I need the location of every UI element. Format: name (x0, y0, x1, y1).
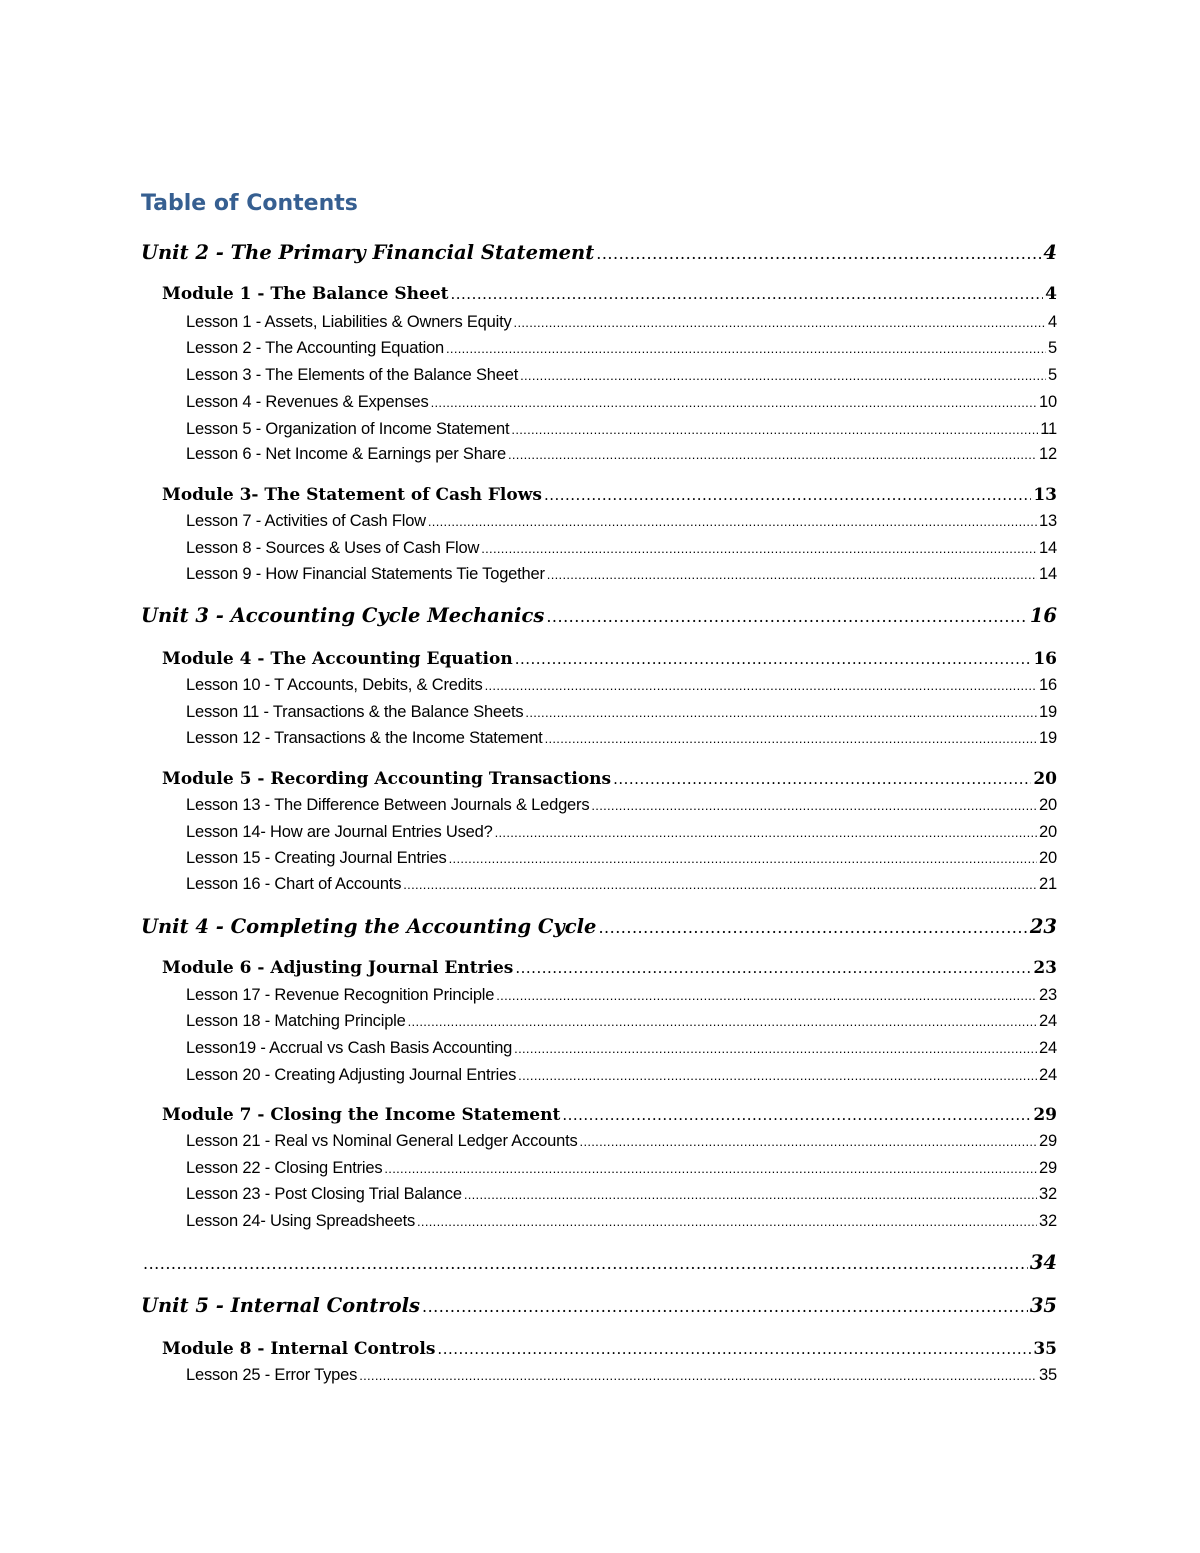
toc-entry-label: Module 4 - The Accounting Equation (162, 649, 513, 669)
toc-entry-page-number: 4 (1048, 313, 1057, 331)
dot-leader (520, 368, 1046, 383)
toc-entry-page-number: 21 (1039, 875, 1057, 893)
toc-entry-label: Lesson 2 - The Accounting Equation (186, 339, 444, 357)
toc-entry-lesson[interactable] (186, 1132, 1057, 1151)
dot-leader (408, 1014, 1037, 1029)
toc-entry-page-number: 20 (1039, 796, 1057, 814)
toc-entry-lesson[interactable] (186, 1366, 1057, 1385)
dot-leader (546, 607, 1028, 626)
toc-entry-lesson[interactable] (186, 1212, 1057, 1231)
toc-entry-page-number: 29 (1033, 1105, 1057, 1125)
dot-leader (591, 798, 1037, 813)
toc-entry-label: Lesson 16 - Chart of Accounts (186, 875, 402, 893)
dot-leader (449, 851, 1037, 866)
toc-entry-page-number: 23 (1029, 915, 1057, 938)
toc-entry-lesson[interactable] (186, 703, 1057, 722)
toc-entry-label: Unit 3 - Accounting Cycle Mechanics (141, 604, 545, 627)
toc-entry-label: Lesson 7 - Activities of Cash Flow (186, 512, 426, 530)
toc-entry-page-number: 5 (1048, 339, 1057, 357)
toc-entry-label: Lesson 13 - The Difference Between Journals & Ledgers (186, 796, 590, 814)
toc-entry-page-number: 4 (1043, 241, 1057, 264)
dot-leader (562, 1106, 1031, 1124)
dot-leader (437, 1340, 1031, 1358)
dot-leader (359, 1368, 1037, 1383)
toc-entry-page-number: 4 (1045, 284, 1057, 304)
toc-entry-page-number: 14 (1039, 565, 1057, 583)
toc-entry-page-number: 10 (1039, 393, 1057, 411)
toc-entry-page-number: 20 (1033, 769, 1057, 789)
toc-entry-unit[interactable] (141, 604, 1057, 627)
dot-leader (451, 285, 1044, 303)
toc-entry-label: Lesson 20 - Creating Adjusting Journal Entries (186, 1066, 517, 1084)
toc-entry-module[interactable] (162, 649, 1057, 669)
toc-entry-label: Lesson 1 - Assets, Liabilities & Owners Equity (186, 313, 512, 331)
toc-entry-label: Lesson 12 - Transactions & the Income Statement (186, 729, 543, 747)
dot-leader (525, 705, 1037, 720)
dot-leader (403, 877, 1037, 892)
toc-entry-label: Module 6 - Adjusting Journal Entries (162, 958, 514, 978)
toc-entry-label: Lesson 9 - How Financial Statements Tie Together (186, 565, 545, 583)
toc-entry-label: Module 3- The Statement of Cash Flows (162, 485, 542, 505)
toc-entry-label: Module 1 - The Balance Sheet (162, 284, 449, 304)
toc-entry-page-number: 35 (1033, 1339, 1057, 1359)
toc-entry-page-number: 13 (1033, 485, 1057, 505)
dot-leader (545, 731, 1037, 746)
toc-entry-label: Lesson 5 - Organization of Income Statement (186, 420, 510, 438)
toc-title: Table of Contents (141, 191, 358, 216)
toc-entry-page-number: 12 (1039, 445, 1057, 463)
dot-leader (485, 678, 1037, 693)
toc-entry-page-number: 29 (1039, 1132, 1057, 1150)
toc-entry-page-number: 19 (1039, 729, 1057, 747)
toc-entry-lesson[interactable] (186, 539, 1057, 558)
toc-entry-page-number: 19 (1039, 703, 1057, 721)
toc-entry-label: Lesson 17 - Revenue Recognition Principle (186, 986, 495, 1004)
toc-entry-module[interactable] (162, 485, 1057, 505)
dot-leader (514, 1041, 1037, 1056)
toc-entry-label: Lesson 22 - Closing Entries (186, 1159, 383, 1177)
toc-entry-label: Lesson 21 - Real vs Nominal General Ledger Accounts (186, 1132, 578, 1150)
dot-leader (431, 395, 1037, 410)
toc-entry-lesson[interactable] (186, 1159, 1057, 1178)
toc-entry-lesson[interactable] (186, 1066, 1057, 1085)
dot-leader (446, 341, 1046, 356)
toc-entry-lesson[interactable] (186, 823, 1057, 842)
toc-entry-page-number: 20 (1039, 823, 1057, 841)
toc-entry-label: Lesson 18 - Matching Principle (186, 1012, 406, 1030)
toc-entry-page-number: 16 (1039, 676, 1057, 694)
dot-leader (422, 1297, 1028, 1316)
toc-entry-page-number: 29 (1039, 1159, 1057, 1177)
dot-leader (143, 1254, 1028, 1273)
toc-entry-label: Lesson 11 - Transactions & the Balance Sheets (186, 703, 524, 721)
toc-entry-page-number: 24 (1039, 1012, 1057, 1030)
dot-leader (496, 988, 1037, 1003)
toc-entry-label: Unit 4 - Completing the Accounting Cycle (141, 915, 597, 938)
toc-entry-label: Lesson 10 - T Accounts, Debits, & Credits (186, 676, 483, 694)
toc-entry-page-number: 35 (1039, 1366, 1057, 1384)
dot-leader (417, 1214, 1037, 1229)
toc-entry-module[interactable] (162, 958, 1057, 978)
toc-entry-lesson[interactable] (186, 313, 1057, 332)
toc-entry-label: Unit 2 - The Primary Financial Statement (141, 241, 595, 264)
toc-entry-lesson[interactable] (186, 676, 1057, 695)
toc-entry-page-number: 13 (1039, 512, 1057, 530)
toc-entry-label: Lesson19 - Accrual vs Cash Basis Accounting (186, 1039, 513, 1057)
toc-entry-lesson[interactable] (186, 1012, 1057, 1031)
toc-entry-page-number: 14 (1039, 539, 1057, 557)
toc-entry-page-number: 35 (1029, 1294, 1057, 1317)
toc-entry-lesson[interactable] (186, 849, 1057, 868)
dot-leader (515, 650, 1032, 668)
toc-entry-page-number: 16 (1029, 604, 1057, 627)
toc-entry-label: Module 8 - Internal Controls (162, 1339, 436, 1359)
toc-entry-lesson[interactable] (186, 565, 1057, 584)
dot-leader (515, 959, 1031, 977)
toc-entry-module[interactable] (162, 284, 1057, 304)
toc-entry-lesson[interactable] (186, 1039, 1057, 1058)
dot-leader (547, 567, 1037, 582)
toc-entry-page-number: 32 (1039, 1212, 1057, 1230)
toc-entry-lesson[interactable] (186, 986, 1057, 1005)
toc-entry-lesson[interactable] (186, 729, 1057, 748)
toc-entry-page-number: 34 (1029, 1251, 1057, 1274)
dot-leader (481, 541, 1037, 556)
dot-leader (495, 825, 1037, 840)
toc-entry-page-number: 16 (1033, 649, 1057, 669)
dot-leader (544, 486, 1031, 504)
toc-entry-label: Unit 5 - Internal Controls (141, 1294, 420, 1317)
dot-leader (511, 422, 1038, 437)
dot-leader (514, 315, 1046, 330)
dot-leader (596, 244, 1041, 263)
toc-entry-label: Lesson 6 - Net Income & Earnings per Share (186, 445, 506, 463)
toc-entry-lesson[interactable] (186, 393, 1057, 412)
toc-entry-label: Lesson 3 - The Elements of the Balance Sheet (186, 366, 519, 384)
dot-leader (384, 1161, 1037, 1176)
toc-entry-label: Module 7 - Closing the Income Statement (162, 1105, 561, 1125)
toc-entry-lesson[interactable] (186, 512, 1057, 531)
toc-entry-unit[interactable] (141, 1294, 1057, 1317)
dot-leader (518, 1068, 1037, 1083)
toc-entry-unit[interactable] (141, 1251, 1057, 1274)
toc-entry-label: Lesson 8 - Sources & Uses of Cash Flow (186, 539, 480, 557)
toc-entry-label: Lesson 15 - Creating Journal Entries (186, 849, 447, 867)
toc-entry-lesson[interactable] (186, 420, 1057, 439)
toc-entry-module[interactable] (162, 769, 1057, 789)
toc-entry-module[interactable] (162, 1105, 1057, 1125)
toc-entry-page-number: 32 (1039, 1185, 1057, 1203)
dot-leader (428, 514, 1037, 529)
toc-entry-label: Lesson 25 - Error Types (186, 1366, 358, 1384)
toc-entry-label: Module 5 - Recording Accounting Transactions (162, 769, 612, 789)
toc-entry-lesson[interactable] (186, 1185, 1057, 1204)
toc-entry-page-number: 23 (1039, 986, 1057, 1004)
toc-entry-label: Lesson 14- How are Journal Entries Used? (186, 823, 493, 841)
toc-entry-page-number: 24 (1039, 1039, 1057, 1057)
toc-entry-page-number: 24 (1039, 1066, 1057, 1084)
dot-leader (598, 918, 1027, 937)
toc-entry-label: Lesson 24- Using Spreadsheets (186, 1212, 416, 1230)
toc-entry-lesson[interactable] (186, 445, 1057, 464)
toc-entry-lesson[interactable] (186, 875, 1057, 894)
dot-leader (464, 1187, 1037, 1202)
dot-leader (508, 447, 1037, 462)
toc-entry-lesson[interactable] (186, 796, 1057, 815)
toc-entry-page-number: 20 (1039, 849, 1057, 867)
toc-entry-label: Lesson 23 - Post Closing Trial Balance (186, 1185, 462, 1203)
toc-entry-lesson[interactable] (186, 366, 1057, 385)
toc-entry-page-number: 5 (1048, 366, 1057, 384)
toc-entry-module[interactable] (162, 1339, 1057, 1359)
toc-entry-unit[interactable] (141, 915, 1057, 938)
dot-leader (580, 1134, 1038, 1149)
toc-entry-page-number: 11 (1040, 420, 1057, 438)
toc-entry-page-number: 23 (1033, 958, 1057, 978)
toc-entry-label: Lesson 4 - Revenues & Expenses (186, 393, 429, 411)
toc-entry-lesson[interactable] (186, 339, 1057, 358)
dot-leader (613, 770, 1031, 788)
toc-entry-unit[interactable] (141, 241, 1057, 264)
